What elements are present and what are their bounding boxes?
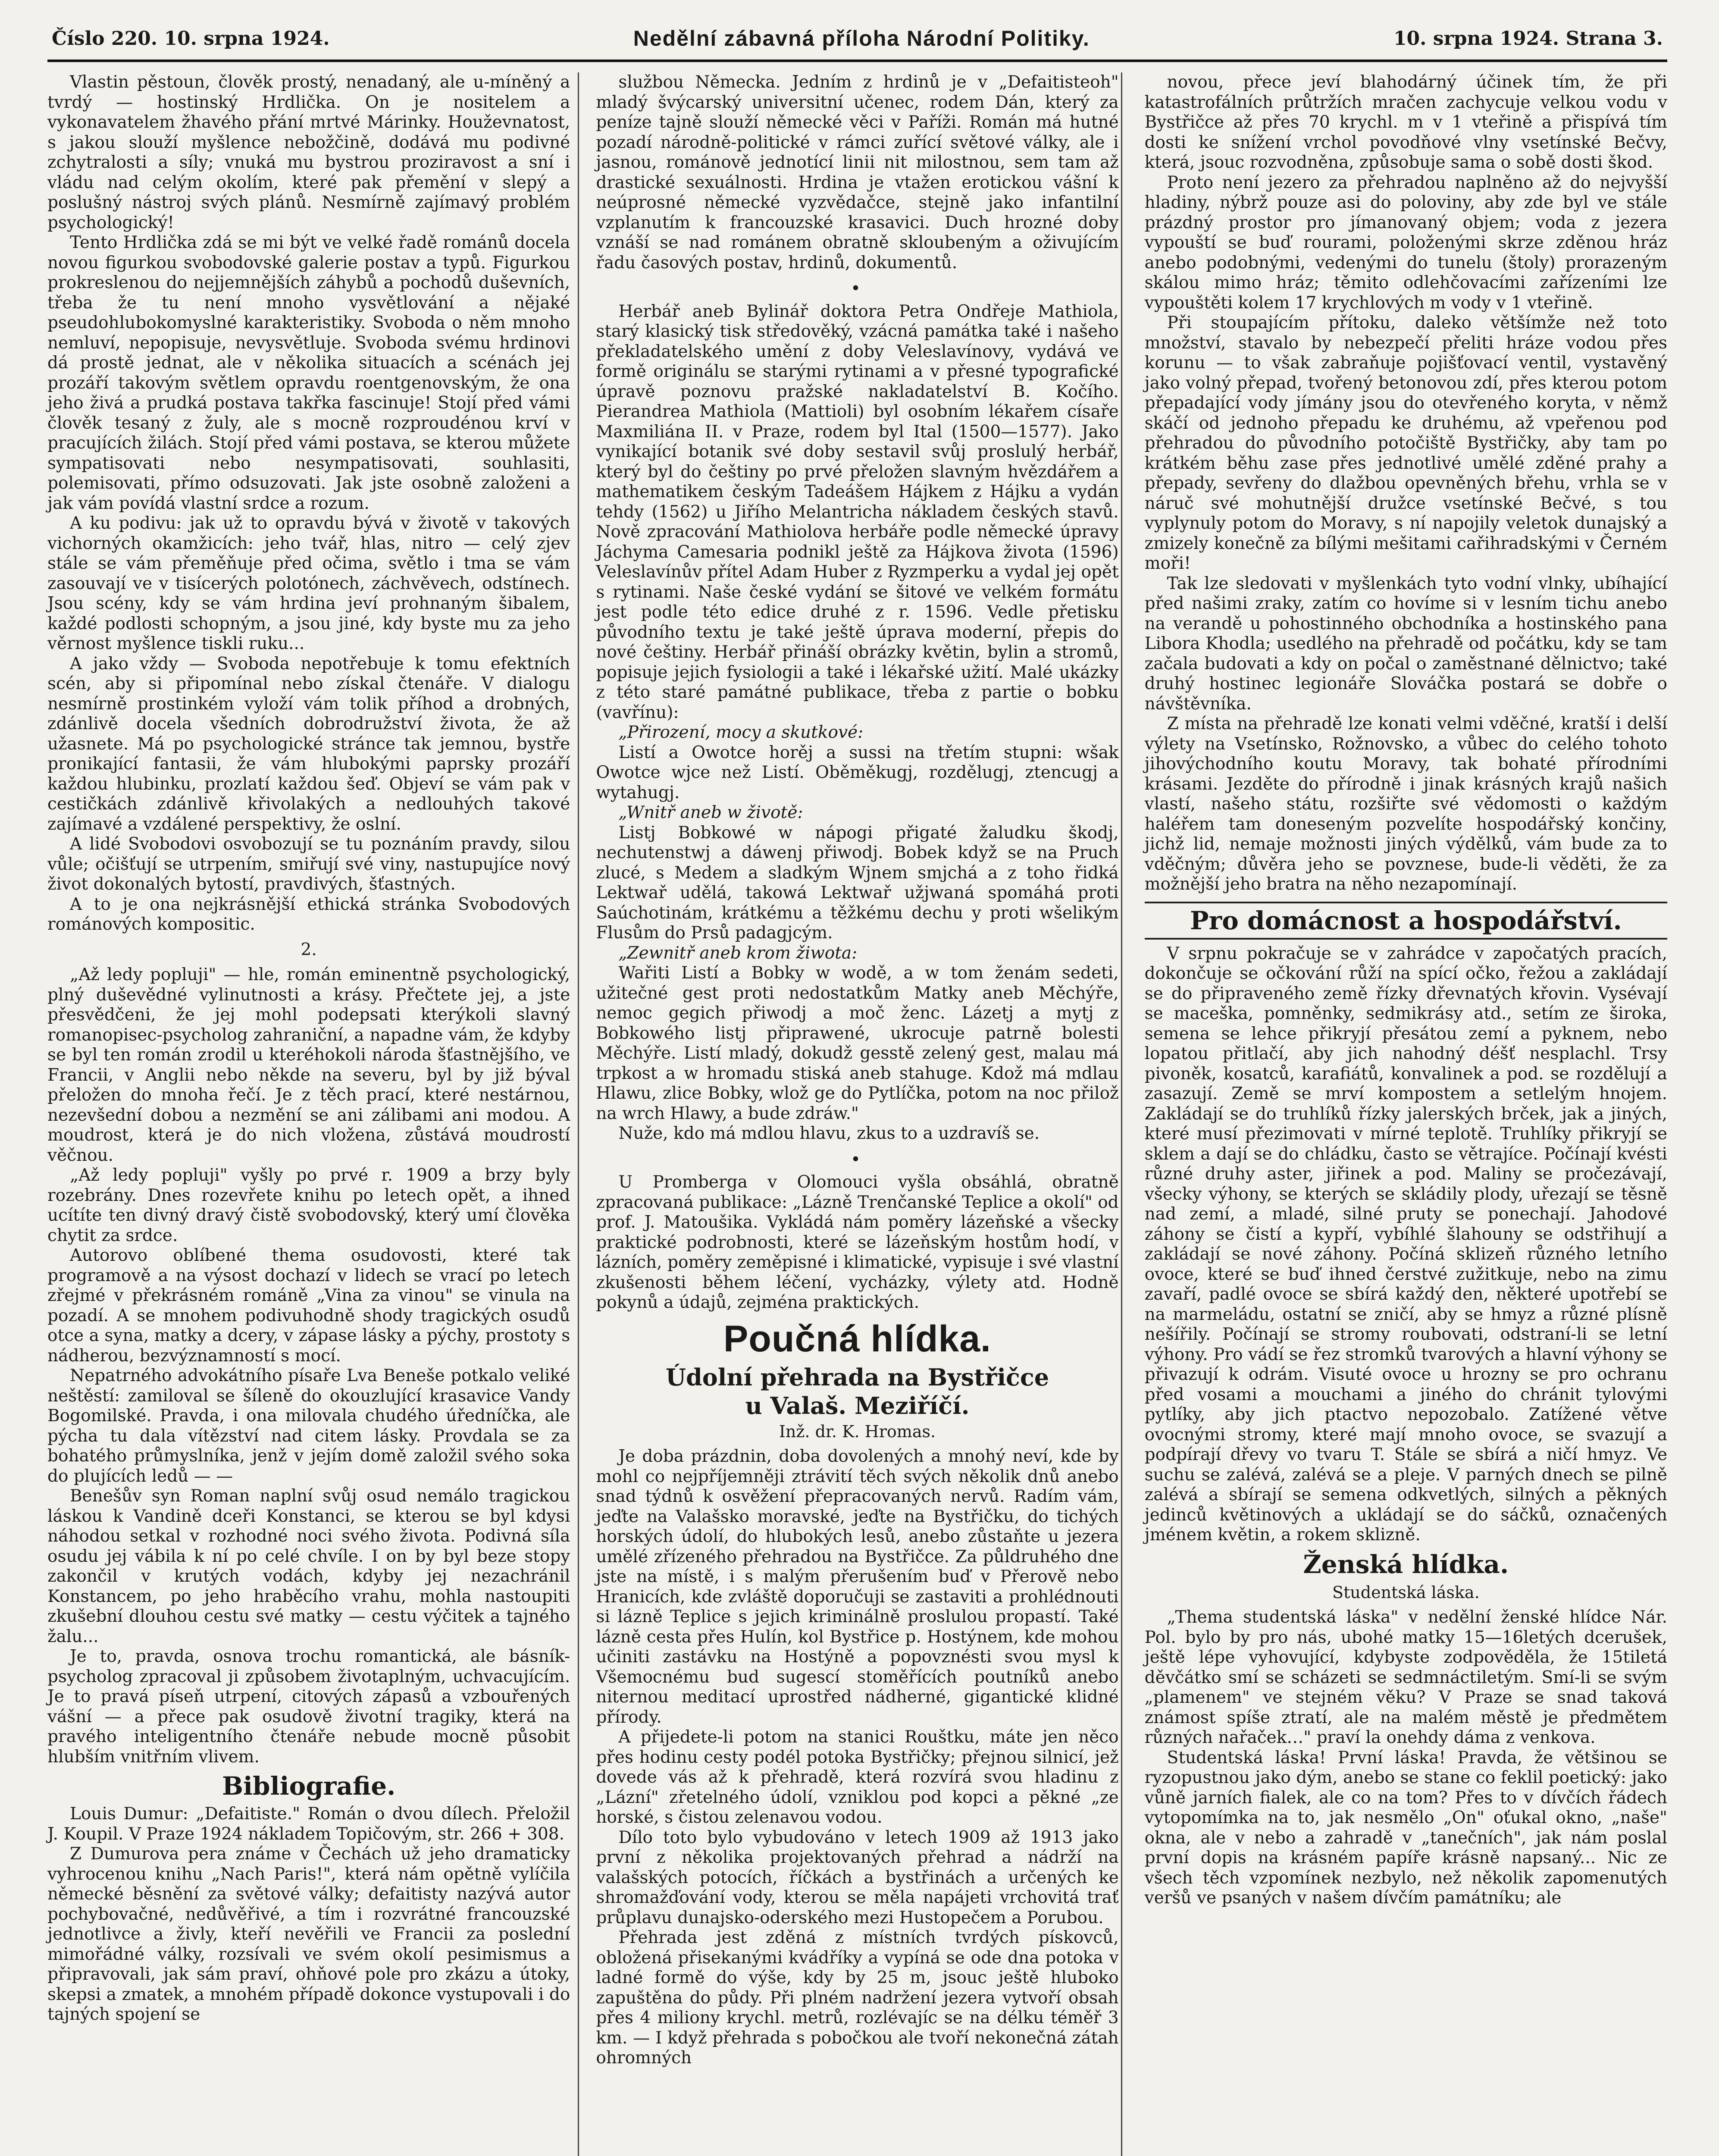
article-title: Údolní přehrada na Bystřičce: [665, 1363, 1049, 1391]
paragraph: A jako vždy — Svoboda nepotřebuje k tomu efektních scén, aby si připomínal nebo získal čtenáře. V dialogu nesmírně prostinkém vyloží vám tolik příhod a drobných, zdánlivě docela všedních dobrodružství života, že až užasnete. Má po psychologické stránce tak jemnou, bystře pronikající fantasii, že vám hlubokými paprsky prozáří každou hlubinku, prozlatí každou šeď. Objeví se vám pak v cestičkách zdánlivě křivolakých a nedlouhých takové zajímavé a vzdálené perspektivy, že oslní.: [47, 654, 570, 834]
paragraph: Dílo toto bylo vybudováno v letech 1909 až 1913 jako první z několika projektovaných přehrad a nádrží na valašských potocích, říčkách a bystřinách a určených ke shromažďování vody, kterou se měla napájeti vrchovitá trať průplavu dunajsko-oderského mezi Hustopečem a Porubou.: [596, 1827, 1119, 1927]
paragraph: Je doba prázdnin, doba dovolených a mnohý neví, kde by mohl co nejpříjemněji ztrávití těch svých několik dnů anebo snad týdnů k osvěžení přepracovaných nervů. Radím vám, jeďte na Valašsko moravské, jeďte na Bystřičku, do tichých horských údolí, do hlubokých lesů, anebo zůstaňte u jezera umělé zřízeného přehradou na Bystřičce. Za půldruhého dne jste na místě, i s malým přerušením buď v Přerově nebo Hranicích, kde zvláště doporučuji se zastaviti a prohlédnouti si lázně Teplice s jejich kriminálně proslulou propastí. Také lázně cesta přes Hulín, kol Bystřice p. Hostýnem, kde mohou učiniti zastávku na Hostýně a popovznésti svou mysl k Všemocnému bud sugescí stoměřících poutníků anebo niternou meditací uprostřed nádherné, gigantické klidné přírody.: [596, 1447, 1119, 1727]
quote-heading: „Zewnitř aneb krom žiwota:: [618, 943, 858, 963]
section-heading-women: Ženská hlídka.: [1303, 1549, 1509, 1579]
paragraph: službou Německa. Jedním z hrdinů je v „Defaitisteoh" mladý švýcarský universitní učenec, rodem Dán, který za peníze tajně slouží německé věci v Paříži. Román má hutné pozadí národně-politické v rámci zuřící světové války, ale i jasnou, románově jednotící linii nit milostnou, sem tam až drastické sexuálnosti. Hrdina je vtažen erotickou vášní k neúprosné německé vyzvědačce, stejně jako infantilní vzplanutím k francouzské krasavici. Duch hrozné doby vznáší se nad románem obratně skloubeným a oživujícím řadu časových postav, hrdinů, dokumentů.: [596, 72, 1119, 273]
section-number: 2.: [301, 940, 317, 959]
paragraph: A to je ona nejkrásnější ethická stránka Svobodových románových kompositic.: [47, 894, 570, 934]
article-author: Inž. dr. K. Hromas.: [779, 1422, 936, 1441]
paragraph: A ku podivu: jak už to opravdu bývá v životě v takových vichorných okamžicích: jeho tvář, hlas, nitro — celý zjev stále se vám přeměňuje před očima, světlo i tma se vám zasouvají ve v tisícerých polotónech, záchvěvech, odstínech. Jsou scény, kdy se vám hrdina jeví prohnaným šibalem, každé podlosti schopným, a jsou jiné, kdy byste mu za jeho věrnost myšlence tiskli ruku...: [47, 514, 570, 653]
paragraph: Listj Bobkowé w nápogi přigaté žaludku škodj, nechutenstwj a dáwenj přiwodj. Bobek když se na Pruch zlucé, s Medem a sladkým Wjnem smjchá a z toho řidká Lektwař udělá, takowá Lektwař užjwaná spomáhá proti Saúchotinám, krátkému a těžkému dechu y proti wšelikým Flusům do Prsů padagjcým.: [596, 823, 1119, 943]
section-heading-household: Pro domácnost a hospodářství.: [1145, 902, 1667, 940]
paragraph: Louis Dumur: „Defaitiste." Román o dvou dílech. Přeložil J. Koupil. V Praze 1924 nákladem Topičovým, str. 266 + 308.: [47, 1804, 570, 1844]
paragraph: Při stoupajícím přítoku, daleko většímže než toto množství, stavalo by nebezpečí přeliti hráze vodou přes korunu — to však zabraňuje pojišťovací ventil, vystavěný jako volný přepad, tvořený betonovou zdí, přes kterou potom přepadající vody jímány jsou do otevřeného koryta, v němž skáčí od jednoho přepadu ke druhému, až vpeřenou pod přehradou do původního potočiště Bystřičky, aby tam po krátkém běhu zase přes jednotlivé umělé zděné prahy a přepady, sevřeny do dlažbou opevněných břehu, vrhla se v náruč své mohutnější družce vsetínské Bečvé, s tou vyplynuly potom do Moravy, s ní napojily veletok dunajský a zmizely konečně za bílými mešitami cařihradskými v Černém moři!: [1144, 313, 1667, 573]
issue-number: Číslo 220. 10. srpna 1924.: [52, 27, 330, 50]
article-title-line-2: u Valaš. Meziříčí.: [745, 1391, 970, 1420]
paragraph: A lidé Svobodovi osvobozují se tu poznáním pravdy, silou vůle; očišťují se utrpením, smiřují své viny, nastupujíce nový život dokonalých bytostí, pravdivých, šťastných.: [47, 834, 570, 894]
paragraph: Z místa na přehradě lze konati velmi vděčné, kratší i delší výlety na Vsetínsko, Rožnovsko, a vůbec do celého tohoto jihovýchodního koutu Moravy, tak bohaté přírodními krásami. Jezděte do přírodně i jinak krásných krajů našich vlastí, našeho státu, rozšiřte své vědomosti o každým haléřem tam doneseným pozvelíte hospodářský končiny, jichž lid, nemaje možnosti jiných výdělků, vám bude za to vděčným; důvěra jeho se povznese, bude-li věděti, že za možnější jeho bratra na něho nezapomínají.: [1144, 714, 1667, 894]
paragraph: Autorovo oblíbené thema osudovosti, které tak programově a na výsost dochazí v lidech se vrací po letech zřejmé v překrásném románě „Vina za vinou" se vinula na pozadí. A se mnohem podivuhodně shody tragických osudů otce a syna, matky a dcery, v zápase lásky a pýchy, prostoty s nádherou, bezvýznamností s mocí.: [47, 1246, 570, 1366]
quote-heading: „Přirození, mocy a skutkové:: [618, 723, 864, 742]
paragraph: novou, přece jeví blahodárný účinek tím, že při katastrofálních průtržích mračen zachycuje velkou vodu v Bystřičce až přes 70 krychl. m v 1 vteřině a přispívá tím dosti ke snížení vrchol povodňové vlny vsetínské Bečvy, která, jsouc rozvodněna, způsobuje sama o sobě dosti škod.: [1144, 72, 1667, 172]
separator: •: [850, 1150, 864, 1169]
paragraph: U Promberga v Olomouci vyšla obsáhlá, obratně zpracovaná publikace: „Lázně Trenčanské Teplice a okolí" od prof. J. Matoušika. Vykládá nám poměry lázeňské a všecky praktické podrobnosti, které se lázeňským hostům hodí, v lázních, poměry zeměpisné i klimatické, vypisuje i své vlastní zkušenosti během léčení, vycházky, výlety atd. Hodně pokynů a údajů, zejména praktických.: [596, 1172, 1119, 1312]
separator: •: [850, 279, 864, 298]
paragraph: Herbář aneb Bylinář doktora Petra Ondřeje Mathiola, starý klasický tisk středověký, vzácná památka také i našeho překladatelského umění z doby Veleslavínovy, vydává ve formě originálu se starými rytinami a v přesné typografické úpravě poznovu pražské nakladatelství B. Kočího. Pierandrea Mathiola (Mattioli) byl osobním lékařem císaře Maxmiliána II. v Praze, rodem byl Ital (1500—1577). Jako vynikající botanik své doby sestavil svůj proslulý herbář, který byl do češtiny po prvé přeložen slavným hvězdářem a mathematikem českým Tadeášem Hájkem z Hájku a vydán tehdy (1562) u Jiřího Melantricha nákladem českých stavů. Nově zpracování Mathiolova herbáře podle německé úpravy Jáchyma Camesaria podnikl ještě za Hájkova života (1596) Veleslavínův přítel Adam Huber z Ryzmperku a vydal jej opět s rytinami. Naše české vydání se šitové ve velkém formátu jest podle této edice druhé z r. 1596. Vedle přetisku původního textu je také ještě úprava moderní, přepis do nové češtiny. Herbář přináší obrázky květin, bylin a stromů, popisuje jejich fysiologii a také i lékařské užití. Malé ukázky z této staré památné publikace, třeba z partie o bobku (vavřínu):: [596, 301, 1119, 722]
paragraph: „Až ledy popluji" — hle, román eminentně psychologický, plný duševědné vylinutnosti a krásy. Přečtete jej, a jste přesvědčeni, že jej mohl podepsati kterýkoli slavný romanopisec-psycholog zahraniční, a napadne vám, že kdyby se byl ten román zrodil u kteréhokoli národa šťastnějšího, ve Francii, v Anglii nebo někde na severu, byl by již býval přeložen do mnoha řečí. Je z těch prací, které nestárnou, nezevšední dobou a nezmění se ani zálibami ani modou. A moudrost, která je do nich vložena, zůstává moudrostí věčnou.: [47, 965, 570, 1165]
paragraph: Vlastin pěstoun, člověk prostý, nenadaný, ale u-míněný a tvrdý — hostinský Hrdlička. On je nositelem a vykonavatelem žhavého přání mrtvé Márinky. Houževnatost, s jakou slouží myšlence nebožčině, dodává mu podivné zchytralosti a síly; vnuká mu bystrou proziravost a sní i vládu nad celým okolím, které pak přemění v slepý a poslušný nástroj svých plánů. Nesmírně zajímavý problém psychologický!: [47, 72, 570, 232]
section-subtitle: Studentská láska.: [1332, 1583, 1480, 1602]
columns: [47, 72, 1667, 2068]
publication-title: Nedělní zábavná příloha Národní Politiky.: [633, 26, 1090, 50]
paragraph: Z Dumurova pera známe v Čechách už jeho dramaticky vyhrocenou knihu „Nach Paris!", která nám opětně vylíčila německé běsnění za světové války; defaitisty nazývá autor pochybovačné, nedůvěřivé, a tím i rozvrátné francouzské jednotlivce a živly, kteří nevěřili ve Francii za poslední mimořádné války, rozsívali ve svém okolí pesimismus a připravovali, jak sám praví, ohňové pole pro zkázu a útoky, skepsi a zmatek, a mnohém případě dokonce vystupovali i do tajných spojení se: [47, 1844, 570, 2024]
section-heading-poucna: Poučná hlídka.: [723, 1318, 991, 1360]
paragraph: Tento Hrdlička zdá se mi být ve velké řadě románů docela novou figurkou svobodovské galerie postav a typů. Figurkou prokreslenou do nejjemnějších záhybů a pochodů duševních, třeba že tu není mnoho vysvětlování a nějaké pseudohlubokomyslné karakteristiky. Svoboda o něm mnoho nemluví, nepopisuje, nevysvětluje. Svoboda svému hrdinovi dá prostě jednat, ale v několika situacích a scénách jej prozáří takovým světlem opravdu roentgenovským, že ona jeho živá a prudká postava takřka fascinuje! Stojí před vámi člověk tesaný z žuly, ale s mocně rozproudénou krví v pracujících žilách. Stojí před vámi postava, se kterou můžete sympatisovati nebo nesympatisovati, souhlasiti, polemisovati, přímo odsuzovati. Jak jste osobně založeni a jak vám povídá vlastní srdce a rozum.: [47, 233, 570, 513]
paragraph: Listí a Owotce horěj a sussi na třetím stupni: wšak Owotce wjce než Listí. Oběměkugj, rozdělugj, ztencugj a wytahugj.: [596, 743, 1119, 802]
column-rule: [578, 72, 579, 2156]
column-3: [1145, 72, 1667, 2068]
bibliography-heading: Bibliografie.: [222, 1771, 396, 1801]
paragraph: Benešův syn Roman naplní svůj osud nemálo tragickou láskou k Vandině dceři Konstanci, se kterou se byl kdysi náhodou setkal v rozhodné noci svého života. Podivná síla osudu jej vábila k ní po celé chvíle. I on by byl beze stopy zakončil v krutých vodách, kdyby jej nezachránil Konstancem, po jeho hraběcího vrahu, mohla nastoupiti zkušební dlouhou cestu své matky — cestu výčitek a tajného žalu...: [47, 1486, 570, 1646]
column-1: [47, 72, 570, 2068]
column-2: [596, 72, 1118, 2068]
date-and-page: 10. srpna 1924. Strana 3.: [1393, 27, 1663, 50]
paragraph: Studentská láska! První láska! Pravda, že většinou se ryzopustnou jako dým, anebo se stane co feklil poetický: jako vůně jarních fialek, ale co na tom? Přes to v dívčích řádech vytopomímka na to, jak nesmělo „On" oťukal okno, „naše" okna, ale v nebo a zahradě v „tanečních", jak nám poslal první dopis na krásném papíře krásně napsaný... Nic ze všech těch vzpomínek nezbylo, než několik zapomenutých veršů ve psaných v našem dívčím památníku; ale: [1144, 1748, 1667, 1908]
paragraph: Nuže, kdo má mdlou hlavu, zkus to a uzdravíš se.: [618, 1124, 1040, 1143]
paragraph: „Až ledy popluji" vyšly po prvé r. 1909 a brzy byly rozebrány. Dnes rozevřete knihu po letech opět, a ihned ucítíte ten divný dravý čistě svobodovský, který umí člověka chytit za srdce.: [47, 1166, 570, 1245]
page-header: [47, 26, 1667, 62]
paragraph: Nepatrného advokátního písaře Lva Beneše potkalo veliké neštěstí: zamiloval se šíleně do okouzlující krasavice Vandy Bogomilské. Pravda, i ona milovala chudého úředníčka, ale pýcha tu dala vítězství nad citem lásky. Provdala se za bohatého průmyslníka, jenž v jejím domě založil svého soka do plujících ledů — —: [47, 1366, 570, 1486]
quote-heading: „Wnitř aneb w životě:: [618, 803, 803, 822]
paragraph: Proto není jezero za přehradou naplněno až do nejvyšší hladiny, nýbrž pouze asi do poloviny, aby zde byl ve stále prázdný prostor pro jímanovaný objem; voda z jezera vypouští se buď rourami, položenými skrze zděnou hráz anebo podobnými, vedenými do tunelu (štoly) prorazeným skálou mimo hráz; těmito odlehčovacími zařízeními lze vypouštěti kolem 17 krychlových m vody v 1 vteřině.: [1144, 172, 1667, 313]
paragraph: V srpnu pokračuje se v zahrádce v započatých pracích, dokončuje se očkování růží na spící očko, řežou a zakládají se do připraveného země řízky dřevnatých křovin. Vysévají se maceška, pomněnky, sedmikrásy atd., setím ze široka, semena se lehce přikryjí přesátou zemí a pyknem, nebo lopatou přitlačí, aby jich nahodný déšť nesplachl. Trsy pivoněk, kosatců, karafiátů, konvalinek a pod. se rozdělují a zasazují. Země se mrví kompostem a setlelým hnojem. Zakládají se do truhlíků řízky jalerských brček, jak a jiných, které musí přezimovati v mírné teplotě. Truhlíky přikryjí se sklem a dají se do chládku, často se větrajíce. Počínají kvésti různé druhy aster, jiřinek a pod. Maliny se pročezávají, všecky výhony, se kterých se skládily plody, uřezají se těsně nad zemí, a mladé, silné pruty se ponechají. Jahodové záhony se čistí a kypří, vybíhlé šlahouny se odstřihují a zakládají se nové záhony. Počíná sklizeň různého letního ovoce, které se buď ihned čerstvé zužitkuje, nebo na zimu zavaří, padlé ovoce se sbírá každý den, některé upotřebí se na marmeládu, ostatní se zničí, aby se hmyz a různé plísně nešířily. Počínají se stromy roubovati, odstraní-li se letní výhony. Pro vádí se řez stromků tvarových a hlavní výhony se přivazují k odrám. Visuté ovoce u hrozny se pro ochranu před vosami a mouchami a jiného do chránit tylovými pytlíky, aby jich ptactvo nepozobalo. Zatížené větve ovocnými stromy, které mají mnoho ovoce, se svazují a podpírají dřevy vo tvaru T. Stále se sbírá a ničí hmyz. Ve suchu se zalévá, zalévá se a pleje. V parných dnech se pilně zalévá a sbírají se semena odkvetlých, silných a pěkných jedinců květinových a ukládají se do sáčků, označených jménem květin, a rokem sklizně.: [1144, 943, 1667, 1545]
paragraph: „Thema studentská láska" v nedělní ženské hlídce Nár. Pol. bylo by pro nás, ubohé matky 15—16letých dcerušek, ještě lépe vyhovující, kdybyste zodpověděla, že 15tiletá děvčátko smí se scházeti se sedmnáctiletým. Smí-li se svým „plamenem" ve stejném věku? V Praze se snad taková známost spíše ztratí, ale na malém městě je předmětem různých nařaček…" praví la onehdy dáma z venkova.: [1144, 1608, 1667, 1747]
paragraph: Přehrada jest zděná z místních tvrdých pískovců, obložená přisekanými kvádříky a vypíná se ode dna potoka v ladné formě do výše, kdy by 25 m, jsouc ještě hluboko zapuštěna do půdy. Při plném nadržení jezera vytvoří obsah přes 4 miliony krychl. metrů, rozlévajíc se na délku téměř 3 km. — I když přehrada s pobočkou ale tvoří nekonečná zátah ohromných: [596, 1928, 1119, 2068]
paragraph: Tak lze sledovati v myšlenkách tyto vodní vlnky, ubíhající před našimi zraky, zatím co hovíme si v lesním tichu anebo na verandě u pohostinného obchodníka a hostinského pana Libora Khodla; usedlého na přehradě od počátku, kdy se tam začala budovati a kdy on počal o zaměstnané dělnictvo; také druhý hostinec legionáře Slováčka postará se dobře o návštěvníka.: [1144, 573, 1667, 714]
paragraph: Je to, pravda, osnova trochu romantická, ale básník-psycholog zpracoval ji způsobem životaplným, uchvacujícím. Je to pravá píseň utrpení, citových zápasů a vzbouřených vášní — a přece pak osudově životní tragiky, která na pravého inteligentního čtenáře nebude mocně působit hlubším vnitřním vlivem.: [47, 1647, 570, 1767]
column-rule: [1121, 72, 1122, 2156]
paragraph: Wařiti Listí a Bobky w wodě, a w tom ženám sedeti, užitečné gest proti nedostatkům Matky aneb Měchýře, nemoc gegich přiwodj a moč ženc. Lázetj a mytj z Bobkowého listj připrawené, ukrocuje patrně bolesti Měchýře. Listí mladý, dokudž gesstě zelený gest, malau má trpkost a w hromadu stiská aneb stahuge. Kdož má mdlau Hlawu, zlice Bobky, wlož ge do Pytlíčka, potom na noc přilož na wrch Hlawy, a bude zdráw.": [596, 963, 1119, 1123]
paragraph: A přijedete-li potom na stanici Rouštku, máte jen něco přes hodinu cesty podél potoka Bystřičky; přejnou silnicí, jež dovede vás až k přehradě, která rozvírá svou hladinu z „Lázní" zřetelného údolí, vzniklou pod kopci a pěkné „ze horské, s čistou zelenavou vodou.: [596, 1727, 1119, 1827]
